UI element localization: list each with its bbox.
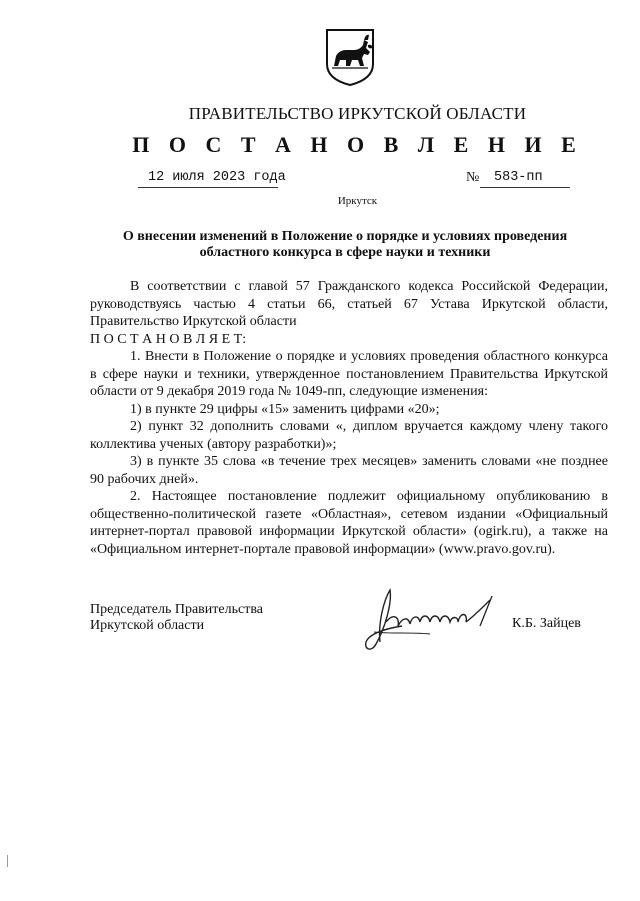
document-number: 583-пп [494,170,543,185]
number-label: № [466,170,480,185]
item-1: 1. Внести в Положение о порядке и условиях проведения областного конкурса в сфере науки и техники, утвержденное постановлением Правительства Иркутской области от 9 декабря 2019 года № 1049-пп, следующие изменения: [90,349,608,399]
number-underline [480,187,570,188]
item-2: 2. Настоящее постановление подлежит официальному опубликованию в общественно-политической газете «Областная», сетевом издании «Официальный интернет-портал правовой информации Иркутской области» (ogirk.ru), а также на «Официальном интернет-портале правовой информации» (www.pravo.gov.ru). [90,489,608,557]
preamble: В соответствии с главой 57 Гражданского кодекса Российской Федерации, руководствуясь частью 4 статьи 66, статьей 67 Устава Иркутской области, Правительство Иркутской области [90,279,608,329]
item-1-sub-3: 3) в пункте 35 слова «в течение трех месяцев» заменить словами «не позднее 90 рабочих дней». [90,454,608,487]
document-type: П О С Т А Н О В Л Е Н И Е [132,132,583,157]
handwritten-signature [350,582,510,662]
organization-name: ПРАВИТЕЛЬСТВО ИРКУТСКОЙ ОБЛАСТИ [188,104,527,123]
document-body [90,278,608,558]
city: Иркутск [337,195,378,207]
signatory-position-line1: Председатель Правительства [90,602,263,617]
document-date: 12 июля 2023 года [148,170,286,185]
item-1-sub-1: 1) в пункте 29 цифры «15» заменить цифрами «20»; [130,401,440,417]
signatory-position [90,602,263,634]
item-1-sub-2: 2) пункт 32 дополнить словами «, диплом вручается каждому члену такого коллектива ученых (автору разработки)»; [90,419,608,452]
signatory-position-line2: Иркутской области [90,618,205,633]
margin-mark [7,855,8,867]
resolves-heading: П О С Т А Н О В Л Я Е Т: [90,331,247,347]
date-underline [138,187,278,188]
signatory-name: К.Б. Зайцев [512,616,581,631]
coat-of-arms-emblem [324,28,376,86]
document-title: О внесении изменений в Положение о порядке и условиях проведения областного конкурса в сфере науки и техники [122,229,568,260]
